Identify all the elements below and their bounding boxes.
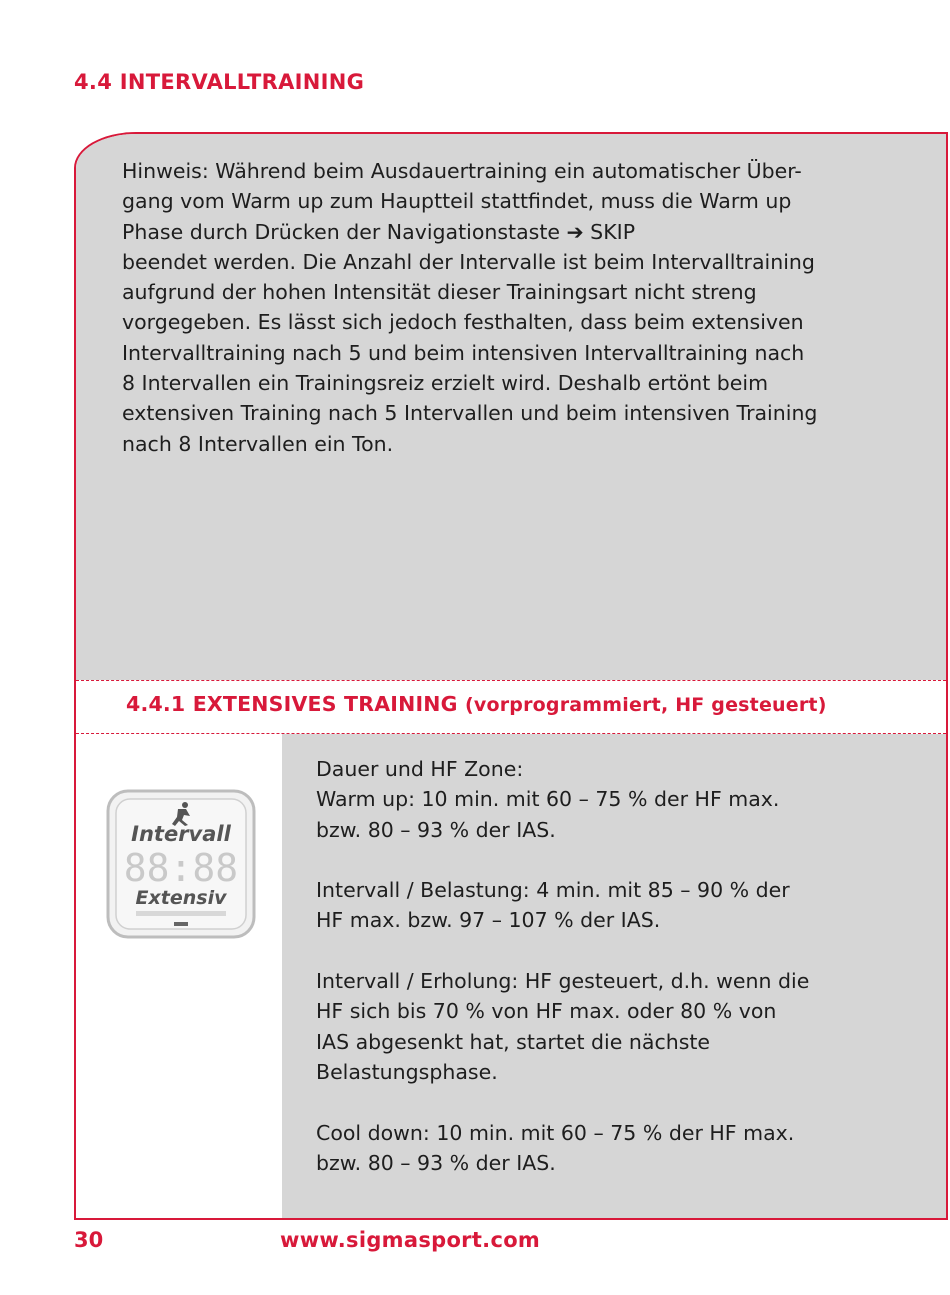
page-number: 30 <box>74 1228 104 1252</box>
note-line: vorgegeben. Es lässt sich jedoch festhalten, dass beim extensiven <box>122 310 804 335</box>
subsection-band <box>76 680 946 734</box>
details-line: HF max. bzw. 97 – 107 % der IAS. <box>316 908 661 933</box>
details-line: bzw. 80 – 93 % der IAS. <box>316 1150 556 1175</box>
note-line: gang vom Warm up zum Hauptteil stattfindet, muss die Warm up <box>122 189 792 214</box>
note-line: 8 Intervallen ein Trainingsreiz erzielt wird. Deshalb ertönt beim <box>122 371 769 396</box>
paragraph-gap <box>316 845 836 875</box>
details-line: Belastungsphase. <box>316 1059 498 1084</box>
note-line: beendet werden. Die Anzahl der Intervalle ist beim Intervalltraining <box>122 249 815 274</box>
paragraph-gap <box>316 1087 836 1117</box>
details-line: Warm up: 10 min. mit 60 – 75 % der HF max. <box>316 787 780 812</box>
subsection-title <box>126 692 827 716</box>
details-line: Intervall / Erholung: HF gesteuert, d.h. wenn die <box>316 969 810 994</box>
device-digits: 88:88 <box>123 846 239 890</box>
details-line: Cool down: 10 min. mit 60 – 75 % der HF max. <box>316 1120 795 1145</box>
section-title: 4.4 INTERVALLTRAINING <box>74 70 365 94</box>
subsection-qualifier: (vorprogrammiert, HF gesteuert) <box>465 694 827 716</box>
device-display-image <box>106 789 256 943</box>
details-line: Dauer und HF Zone: <box>316 757 524 781</box>
device-mode-text: Intervall <box>131 822 231 846</box>
footer-url[interactable]: www.sigmasport.com <box>280 1228 541 1252</box>
subsection-title-main: 4.4.1 EXTENSIVES TRAINING <box>126 692 458 716</box>
training-details <box>316 754 836 1178</box>
note-line: nach 8 Intervallen ein Ton. <box>122 431 394 456</box>
device-sub-text: Extensiv <box>135 887 227 909</box>
note-line: extensiven Training nach 5 Intervallen und beim intensiven Training <box>122 401 818 426</box>
note-line: Phase durch Drücken der Navigationstaste ➔ SKIP <box>122 219 636 244</box>
note-line: Hinweis: Während beim Ausdauertraining ein automatischer Über- <box>122 159 802 183</box>
note-line: aufgrund der hohen Intensität dieser Trainingsart nicht streng <box>122 280 757 305</box>
details-line: IAS abgesenkt hat, startet die nächste <box>316 1029 711 1054</box>
details-panel <box>282 734 946 1220</box>
paragraph-gap <box>316 936 836 966</box>
details-line: HF sich bis 70 % von HF max. oder 80 % von <box>316 999 777 1024</box>
note-line: Intervalltraining nach 5 und beim intensiven Intervalltraining nach <box>122 340 805 365</box>
note-box <box>76 134 946 680</box>
content-frame <box>74 132 948 1220</box>
details-line: Intervall / Belastung: 4 min. mit 85 – 90 % der <box>316 878 790 903</box>
details-line: bzw. 80 – 93 % der IAS. <box>316 817 556 842</box>
note-text <box>122 156 862 459</box>
device-column <box>76 734 282 1220</box>
